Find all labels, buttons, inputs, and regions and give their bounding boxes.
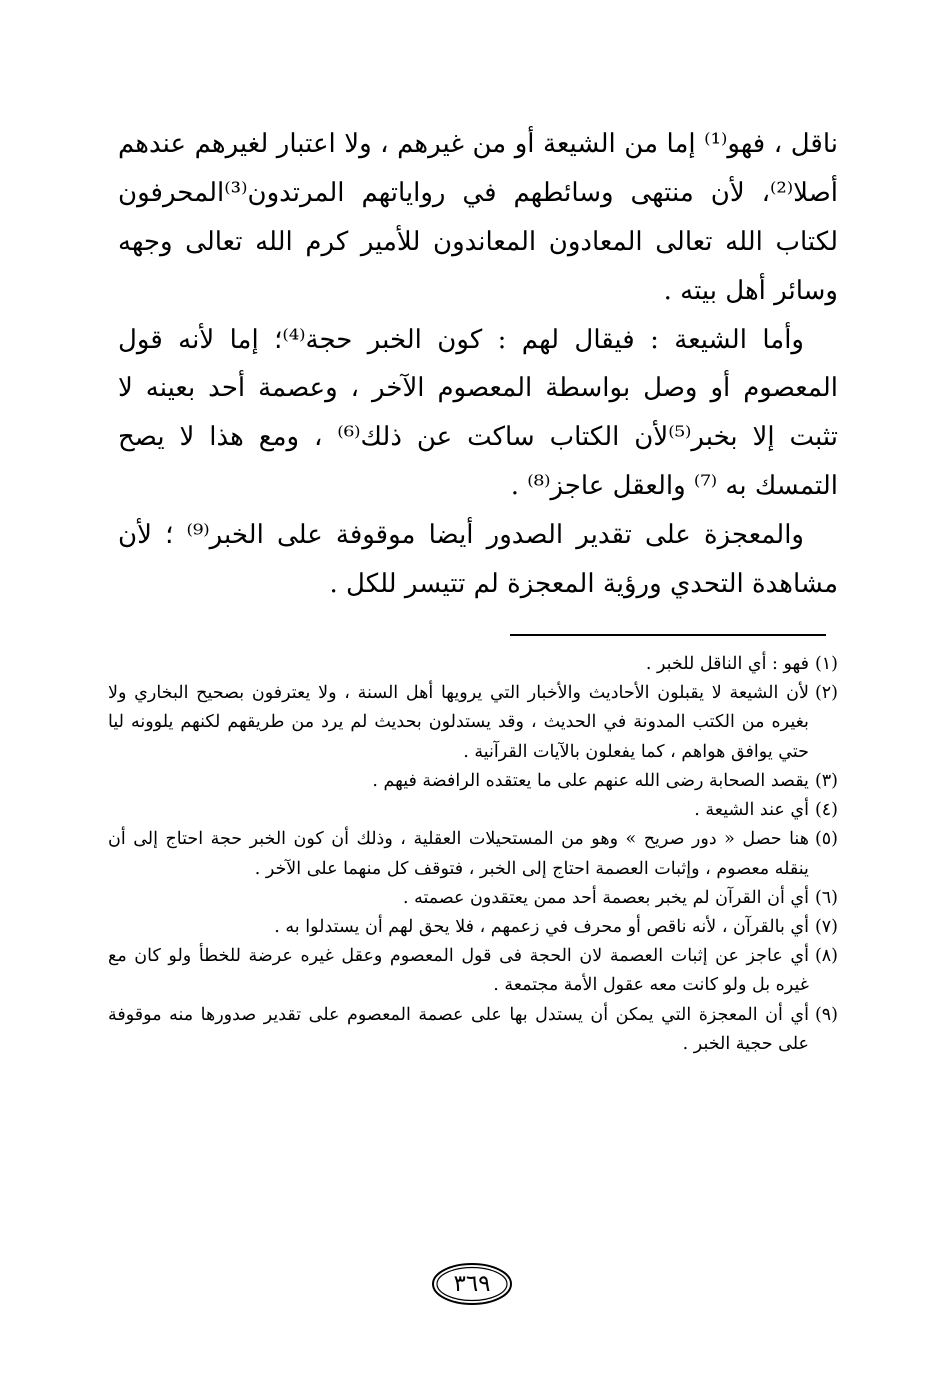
footnote-5 xyxy=(108,825,838,883)
footnote-text: يقصد الصحابة رضى الله عنهم على ما يعتقده الرافضة فيهم . xyxy=(372,770,809,791)
footnote-4 xyxy=(108,796,838,825)
footnote-separator xyxy=(510,634,826,636)
footnote-6 xyxy=(108,884,838,913)
footnote-number: (٢) xyxy=(814,683,838,704)
footnotes xyxy=(108,650,838,1059)
paragraph-3: والمعجزة على تقدير الصدور أيضا موقوفة على الخبر⁽⁹⁾ ؛ لأن مشاهدة التحدي ورؤية المعجزة لم تتيسر للكل . xyxy=(118,520,838,599)
footnote-1 xyxy=(108,650,838,679)
footnote-text: هنا حصل « دور صريح » وهو من المستحيلات العقلية ، وذلك أن كون الخبر حجة احتاج إلى أن ينقله معصوم ، وإثبات العصمة احتاج إلى الخبر ، فتوقف كل منهما على الآخر . xyxy=(108,829,809,879)
footnote-number: (٤) xyxy=(814,800,838,821)
footnote-9 xyxy=(108,1001,838,1059)
footnote-text: أي أن القرآن لم يخبر بعصمة أحد ممن يعتقدون عصمته . xyxy=(402,887,809,908)
footnote-text: أي عند الشيعة . xyxy=(694,800,809,821)
footnote-text: أي عاجز عن إثبات العصمة لان الحجة فى قول المعصوم وعقل غيره عرضة للخطأ ولو كان مع غيره بل ولو كانت معه عقول الأمة مجتمعة . xyxy=(108,946,809,996)
paragraph-2: وأما الشيعة : فيقال لهم : كون الخبر حجة⁽⁴⁾؛ إما لأنه قول المعصوم أو وصل بواسطة المعصوم الآخر ، وعصمة أحد بعينه لا تثبت إلا بخبر⁽⁵⁾لأن الكتاب ساكت عن ذلك⁽⁶⁾ ، ومع هذا لا يصح التمسك به ⁽⁷⁾ والعقل عاجز⁽⁸⁾ . xyxy=(118,324,838,502)
footnote-text: فهو : أي الناقل للخبر . xyxy=(645,654,809,674)
footnote-number: (٧) xyxy=(814,916,838,937)
footnote-number: (٦) xyxy=(814,887,838,908)
footnote-number: (٨) xyxy=(814,946,838,967)
page-number-label: ٣٦٩ xyxy=(453,1271,491,1297)
footnote-number: (٣) xyxy=(814,770,838,791)
footnote-2 xyxy=(108,679,838,767)
main-text xyxy=(118,120,838,609)
footnote-number: (٩) xyxy=(814,1004,838,1025)
footnote-8 xyxy=(108,942,838,1000)
footnote-7 xyxy=(108,913,838,942)
footnote-3 xyxy=(108,767,838,796)
footnote-text: لأن الشيعة لا يقبلون الأحاديث والأخبار التي يرويها أهل السنة ، ولا يعترفون بصحيح البخاري ولا بغيره من الكتب المدونة في الحديث ، وقد يستدلون بحديث لم يرد من طريقهم لكنهم يلوونه ليا حتي يوافق هواهم ، كما يفعلون بالآيات القرآنية . xyxy=(108,683,809,762)
footnote-number: (٥) xyxy=(814,829,838,850)
footnote-number: (١) xyxy=(814,654,838,674)
footnote-text: أي بالقرآن ، لأنه ناقص أو محرف في زعمهم ، فلا يحق لهم أن يستدلوا به . xyxy=(274,916,809,937)
paragraph-1: ناقل ، فهو⁽¹⁾ إما من الشيعة أو من غيرهم ، ولا اعتبار لغيرهم عندهم أصلا⁽²⁾، لأن منتهى وسائطهم في رواياتهم المرتدون⁽³⁾المحرفون لكتاب الله تعالى المعادون المعاندون للأمير كرم الله تعالى وجهه وسائر أهل بيته . xyxy=(118,129,838,306)
footnote-text: أي أن المعجزة التي يمكن أن يستدل بها على عصمة المعصوم على تقدير صدورها منه موقوفة على حجية الخبر . xyxy=(108,1004,809,1054)
page-number xyxy=(431,1262,513,1306)
